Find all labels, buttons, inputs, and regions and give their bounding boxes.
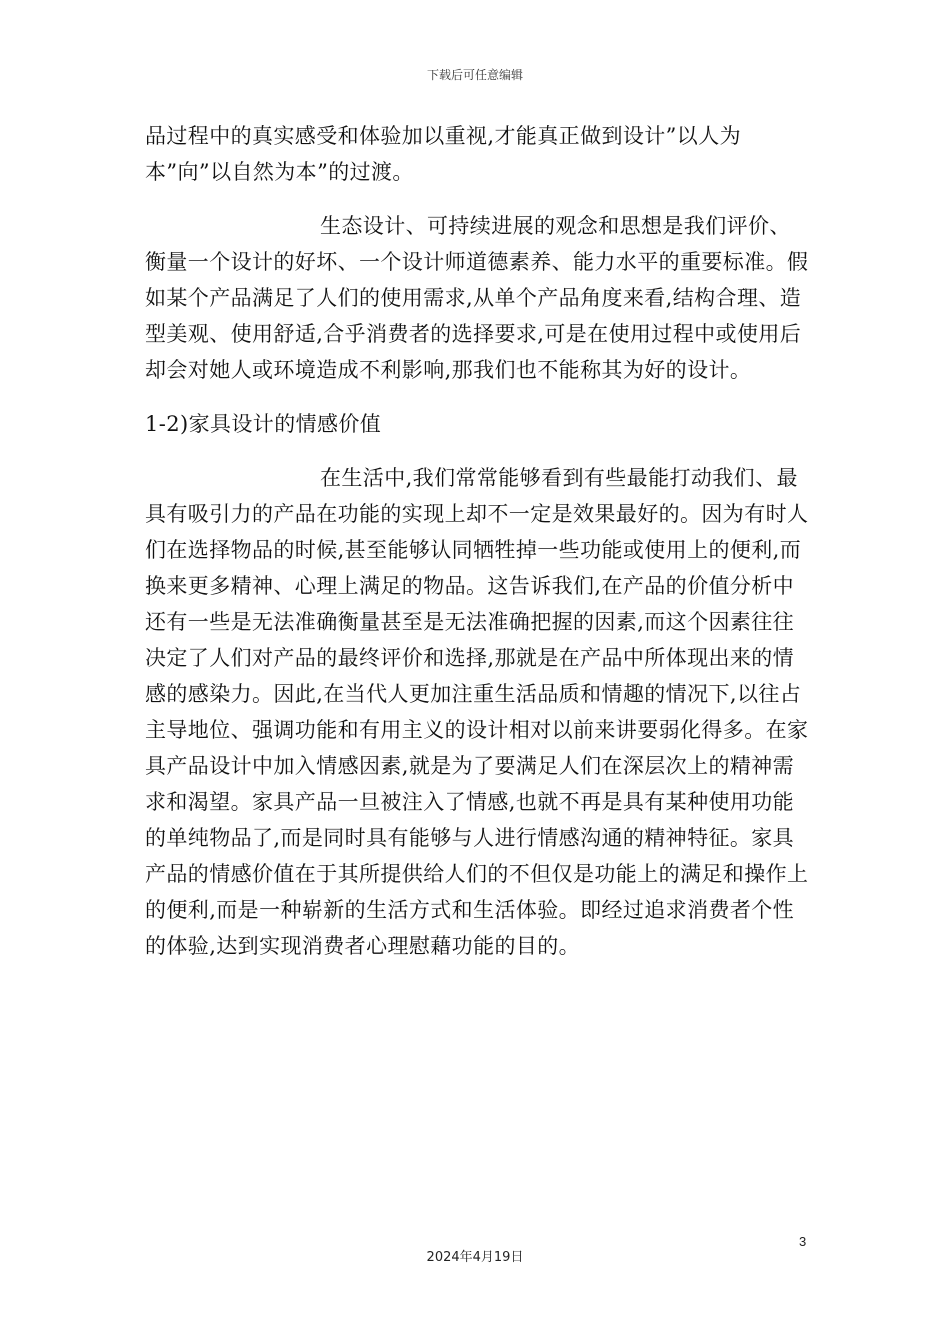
paragraph-continuation: 品过程中的真实感受和体验加以重视,才能真正做到设计”以人为本”向”以自然为本”的过渡。 [145, 124, 742, 184]
page-header: 下载后可任意编辑 [426, 68, 523, 82]
footer-date: 2024年4月19日 [426, 1250, 524, 1265]
page-number: 3 [799, 1234, 807, 1249]
paragraph-eco-design: 生态设计、可持续进展的观念和思想是我们评价、衡量一个设计的好坏、一个设计师道德素养、能力水平的重要标准。假如某个产品满足了人们的使用需求,从单个产品角度来看,结构合理、造型美观、使用舒适,合乎消费者的选择要求,可是在使用过程中或使用后却会对她人或环境造成不利影响,那我们也不能称其为好的设计。 [145, 214, 809, 382]
document-body [145, 118, 810, 964]
section-heading: 1-2)家具设计的情感价值 [145, 412, 382, 436]
paragraph-emotional-value: 在生活中,我们常常能够看到有些最能打动我们、最具有吸引力的产品在功能的实现上却不一定是效果最好的。因为有时人们在选择物品的时候,甚至能够认同牺牲掉一些功能或使用上的便利,而换来更多精神、心理上满足的物品。这告诉我们,在产品的价值分析中还有一些是无法准确衡量甚至是无法准确把握的因素,而这个因素往往决定了人们对产品的最终评价和选择,那就是在产品中所体现出来的情感的感染力。因此,在当代人更加注重生活品质和情趣的情况下,以往占主导地位、强调功能和有用主义的设计相对以前来讲要弱化得多。在家具产品设计中加入情感因素,就是为了要满足人们在深层次上的精神需求和渴望。家具产品一旦被注入了情感,也就不再是具有某种使用功能的单纯物品了,而是同时具有能够与人进行情感沟通的精神特征。家具产品的情感价值在于其所提供给人们的不但仅是功能上的满足和操作上的便利,而是一种崭新的生活方式和生活体验。即经过追求消费者个性的体验,达到实现消费者心理慰藉功能的目的。 [145, 466, 809, 958]
